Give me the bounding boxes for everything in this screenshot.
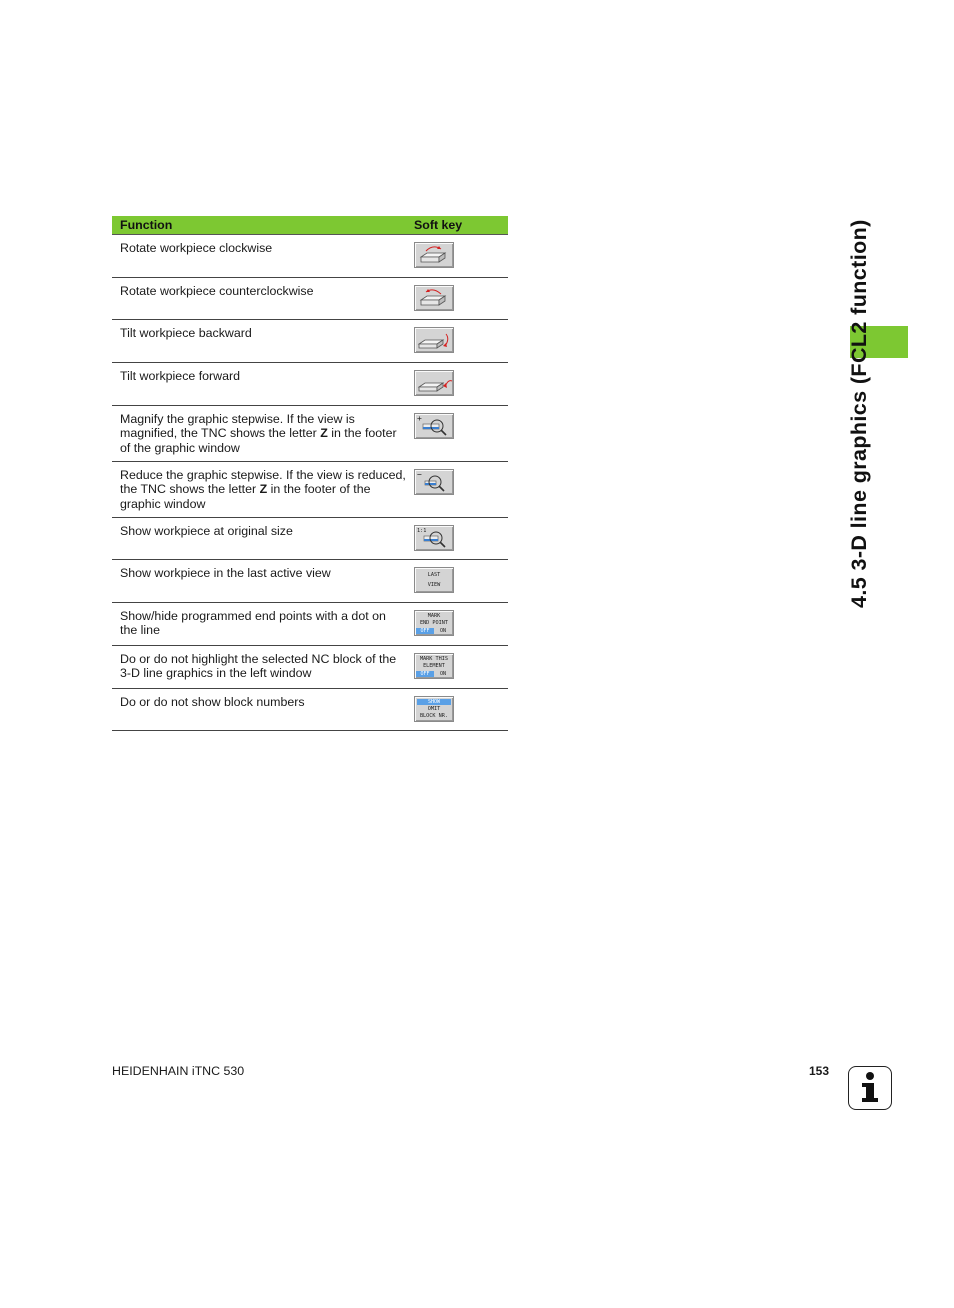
softkey-label: ELEMENT (423, 663, 445, 669)
softkey-label: MARK (427, 613, 441, 619)
zoom-in-softkey[interactable] (414, 413, 454, 439)
function-text-part: in the footer of the graphic window (120, 482, 371, 511)
magnifier-icon (415, 470, 453, 494)
tilt-back-icon (415, 328, 453, 352)
rotate-ccw-softkey[interactable] (414, 285, 454, 311)
mark-element-softkey[interactable] (414, 653, 454, 679)
softkey-label: BLOCK NR. (419, 713, 449, 719)
zoom-letter: Z (259, 482, 268, 497)
function-text: Tilt workpiece forward (112, 363, 414, 406)
softkey-label: END POINT (419, 620, 449, 626)
toggle-off: OFF (416, 628, 434, 634)
function-text (112, 462, 414, 518)
table-row (112, 320, 508, 363)
original-size-softkey[interactable] (414, 525, 454, 551)
function-text-part: Reduce the graphic stepwise. If the view is reduced, the TNC shows the letter (120, 468, 406, 497)
column-header-soft-key: Soft key (414, 216, 508, 235)
magnifier-icon (415, 526, 453, 550)
table-row (112, 363, 508, 406)
function-text: Do or do not highlight the selected NC block of the 3-D line graphics in the left window (112, 646, 414, 689)
toggle-on: ON (439, 628, 447, 634)
footer-product-name: HEIDENHAIN iTNC 530 (112, 1064, 245, 1078)
function-text-part: Magnify the graphic stepwise. If the view is magnified, the TNC shows the letter (120, 412, 355, 441)
zoom-out-sign: − (417, 470, 422, 479)
last-view-softkey[interactable] (414, 567, 454, 593)
column-header-function: Function (112, 216, 414, 235)
rotate-cw-softkey[interactable] (414, 242, 454, 268)
softkey-label: LAST (427, 572, 441, 578)
zoom-letter: Z (320, 426, 328, 441)
softkey-label: OMIT (427, 706, 441, 712)
table-row (112, 689, 508, 731)
softkey-function-table (112, 216, 508, 731)
table-row (112, 646, 508, 689)
softkey-label: VIEW (427, 582, 441, 588)
tilt-fwd-icon (415, 371, 453, 395)
block-nr-softkey[interactable] (414, 696, 454, 722)
function-text: Rotate workpiece counterclockwise (112, 278, 414, 320)
table-row (112, 518, 508, 560)
function-text: Show/hide programmed end points with a dot on the line (112, 603, 414, 646)
ratio-label: 1:1 (417, 528, 427, 534)
rotate-ccw-icon (415, 286, 453, 310)
softkey-label: MARK THIS (419, 656, 449, 662)
function-text: Rotate workpiece clockwise (112, 235, 414, 278)
table-row (112, 406, 508, 462)
toggle-on: ON (439, 671, 447, 677)
page-number: 153 (809, 1064, 830, 1078)
rotate-cw-icon (415, 243, 453, 267)
function-text (112, 406, 414, 462)
magnifier-icon (415, 414, 453, 438)
table-row (112, 462, 508, 518)
show-highlight (417, 699, 451, 705)
off-on-toggle (416, 628, 452, 634)
zoom-out-softkey[interactable] (414, 469, 454, 495)
tilt-back-softkey[interactable] (414, 327, 454, 353)
function-text: Show workpiece at original size (112, 518, 414, 560)
section-title-vertical: 4.5 3-D line graphics (FCL2 function) (847, 219, 871, 608)
tilt-fwd-softkey[interactable] (414, 370, 454, 396)
function-text: Show workpiece in the last active view (112, 560, 414, 603)
table-header-row (112, 216, 508, 235)
info-icon (848, 1066, 892, 1110)
off-on-toggle (416, 671, 452, 677)
table-row (112, 278, 508, 320)
mark-end-point-softkey[interactable] (414, 610, 454, 636)
table-row (112, 603, 508, 646)
table-row (112, 560, 508, 603)
function-text: Do or do not show block numbers (112, 689, 414, 731)
function-text-part: in the footer of the graphic window (120, 426, 397, 455)
toggle-off: OFF (416, 671, 434, 677)
function-text: Tilt workpiece backward (112, 320, 414, 363)
softkey-label: SHOW (417, 699, 451, 705)
zoom-in-sign: + (417, 414, 422, 423)
table-row (112, 235, 508, 278)
